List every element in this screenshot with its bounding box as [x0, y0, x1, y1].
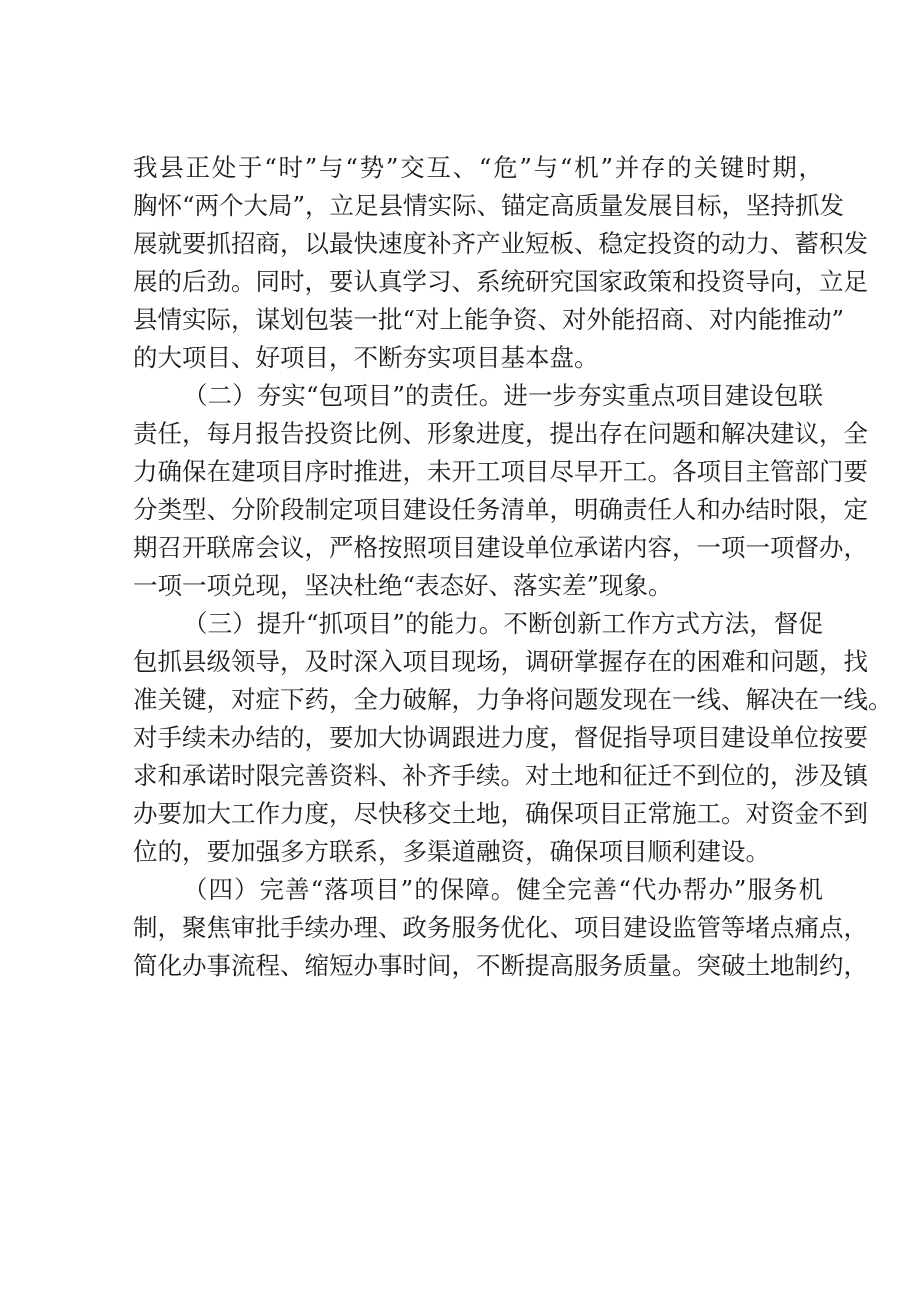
- text-line: 简化办事流程、缩短办事时间，不断提高服务质量。突破土地制约，: [133, 951, 868, 980]
- text-line: 准关键，对症下药，全力破解，力争将问题发现在一线、解决在一线。: [133, 685, 893, 714]
- text-line: 期召开联席会议，严格按照项目建设单位承诺内容，一项一项督办，: [133, 533, 868, 562]
- paragraph-4: [133, 871, 868, 985]
- text-line: 责任，每月报告投资比例、形象进度，提出存在问题和解决建议，全: [133, 419, 868, 448]
- text-line: 分类型、分阶段制定项目建设任务清单，明确责任人和办结时限，定: [133, 495, 868, 524]
- paragraph-2: [133, 377, 868, 605]
- text-line: 包抓县级领导，及时深入项目现场，调研掌握存在的困难和问题，找: [133, 647, 868, 676]
- paragraph-3: [133, 605, 893, 871]
- text-line: 胸怀“两个大局”，立足县情实际、锚定高质量发展目标，坚持抓发: [133, 191, 845, 220]
- text-line: 展的后劲。同时，要认真学习、系统研究国家政策和投资导向，立足: [133, 267, 868, 296]
- section-heading-line: （三）提升“抓项目”的能力。不断创新工作方式方法，督促: [183, 609, 823, 638]
- text-line: 位的，要加强多方联系，多渠道融资，确保项目顺利建设。: [133, 837, 770, 866]
- text-line: 展就要抓招商，以最快速度补齐产业短板、稳定投资的动力、蓄积发: [133, 229, 868, 258]
- text-line: 办要加大工作力度，尽快移交土地，确保项目正常施工。对资金不到: [133, 799, 868, 828]
- text-line: 对手续未办结的，要加大协调跟进力度，督促指导项目建设单位按要: [133, 723, 868, 752]
- text-line: 县情实际，谋划包装一批“对上能争资、对外能招商、对内能推动”: [133, 305, 845, 334]
- section-heading-line: （四）完善“落项目”的保障。健全完善“代办帮办”服务机: [183, 875, 823, 904]
- text-line: 一项一项兑现，坚决杜绝“表态好、落实差”现象。: [133, 571, 673, 600]
- text-line: 力确保在建项目序时推进，未开工项目尽早开工。各项目主管部门要: [133, 457, 868, 486]
- text-line: 的大项目、好项目，不断夯实项目基本盘。: [133, 343, 599, 372]
- section-heading-line: （二）夯实“包项目”的责任。进一步夯实重点项目建设包联: [183, 381, 823, 410]
- text-line: 制，聚焦审批手续办理、政务服务优化、项目建设监管等堵点痛点，: [133, 913, 868, 942]
- document-body: [133, 149, 893, 985]
- text-line: 我县正处于“时”与“势”交互、“危”与“机”并存的关键时期，: [133, 153, 823, 182]
- paragraph-1: [133, 149, 868, 377]
- text-line: 求和承诺时限完善资料、补齐手续。对土地和征迁不到位的，涉及镇: [133, 761, 868, 790]
